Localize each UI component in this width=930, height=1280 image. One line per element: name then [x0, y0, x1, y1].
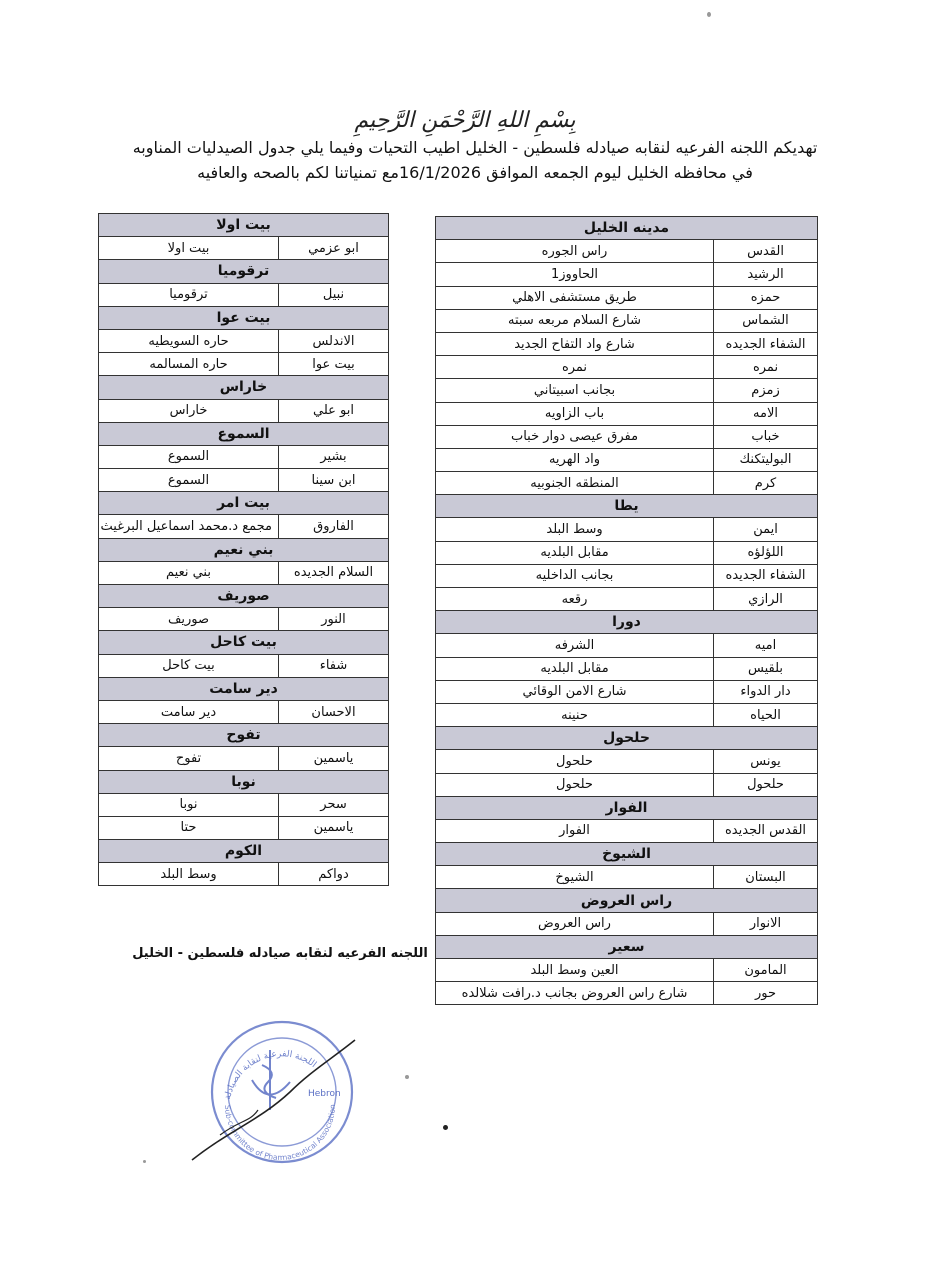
pharmacy-location: حلحول	[436, 750, 714, 773]
area-name: بني نعيم	[99, 538, 389, 561]
pharmacy-location: راس الجوره	[436, 240, 714, 263]
table-row	[436, 240, 818, 263]
pharmacy-location: بجانب الداخليه	[436, 564, 714, 587]
table-row	[99, 283, 389, 306]
area-header-row	[436, 843, 818, 866]
area-header-row	[99, 538, 389, 561]
table-row	[99, 237, 389, 260]
table-row	[436, 564, 818, 587]
pharmacy-location: الشيوخ	[436, 866, 714, 889]
area-name: بيت كاحل	[99, 631, 389, 654]
pharmacy-location: حاره المسالمه	[99, 353, 279, 376]
pharmacy-table-right	[435, 216, 818, 1005]
table-row	[436, 750, 818, 773]
pharmacy-table-left	[98, 213, 389, 886]
table-row	[436, 773, 818, 796]
table-row	[436, 959, 818, 982]
table-row	[99, 654, 389, 677]
pharmacy-name: الرازي	[714, 588, 818, 611]
pharmacy-name: حلحول	[714, 773, 818, 796]
pharmacy-location: نوبا	[99, 793, 279, 816]
area-name: بيت اولا	[99, 214, 389, 237]
area-header-row	[436, 935, 818, 958]
table-row	[436, 356, 818, 379]
scan-speck	[707, 12, 711, 17]
area-header-row	[99, 724, 389, 747]
area-name: سعير	[436, 935, 818, 958]
pharmacy-name: النور	[279, 608, 389, 631]
pharmacy-location: بجانب اسبيتاني	[436, 379, 714, 402]
area-header-row	[436, 611, 818, 634]
area-header-row	[99, 214, 389, 237]
pharmacy-location: رقعه	[436, 588, 714, 611]
pharmacy-name: السلام الجديده	[279, 561, 389, 584]
pharmacy-location: مجمع د.محمد اسماعيل البرغيث	[99, 515, 279, 538]
table-row	[436, 309, 818, 332]
area-header-row	[436, 889, 818, 912]
pharmacy-name: الاحسان	[279, 700, 389, 723]
pharmacy-name: يونس	[714, 750, 818, 773]
pharmacy-location: راس العروض	[436, 912, 714, 935]
pharmacy-location: حاره السويطيه	[99, 329, 279, 352]
pharmacy-location: شارع السلام مربعه سبته	[436, 309, 714, 332]
pharmacy-location: باب الزاويه	[436, 402, 714, 425]
pharmacy-name: الرشيد	[714, 263, 818, 286]
pharmacy-name: بيت عوا	[279, 353, 389, 376]
area-header-row	[99, 770, 389, 793]
pharmacy-name: ياسمين	[279, 747, 389, 770]
table-row	[436, 703, 818, 726]
pharmacy-location: شارع واد التفاح الجديد	[436, 332, 714, 355]
pharmacy-name: القدس	[714, 240, 818, 263]
area-name: صوريف	[99, 585, 389, 608]
pharmacy-location: صوريف	[99, 608, 279, 631]
area-header-row	[99, 840, 389, 863]
pharmacy-location: ترقوميا	[99, 283, 279, 306]
area-name: مدينه الخليل	[436, 217, 818, 240]
pharmacy-location: تفوح	[99, 747, 279, 770]
table-row	[436, 912, 818, 935]
pharmacy-name: اميه	[714, 634, 818, 657]
area-name: خاراس	[99, 376, 389, 399]
pharmacy-name: ابو علي	[279, 399, 389, 422]
pharmacy-location: وسط البلد	[436, 518, 714, 541]
intro-line-2: في محافظه الخليل ليوم الجمعه الموافق 16/1/2026مع تمنياتنا لكم بالصحه والعافيه	[197, 163, 753, 182]
area-header-row	[99, 492, 389, 515]
area-name: يطا	[436, 495, 818, 518]
pharmacy-name: الشماس	[714, 309, 818, 332]
area-name: حلحول	[436, 727, 818, 750]
pharmacy-name: الشفاء الجديده	[714, 564, 818, 587]
pharmacy-name: دار الدواء	[714, 680, 818, 703]
stamp-text-top: اللجنة الفرعية لنقابة الصيادلة	[223, 1049, 318, 1101]
area-name: دورا	[436, 611, 818, 634]
table-row	[436, 402, 818, 425]
area-header-row	[99, 376, 389, 399]
pharmacy-location: واد الهريه	[436, 448, 714, 471]
pharmacy-name: ابو عزمي	[279, 237, 389, 260]
table-row	[99, 469, 389, 492]
pharmacy-name: نمره	[714, 356, 818, 379]
pharmacy-location: شارع الامن الوقائي	[436, 680, 714, 703]
area-header-row	[436, 796, 818, 819]
pharmacy-location: بني نعيم	[99, 561, 279, 584]
pharmacy-name: الانوار	[714, 912, 818, 935]
area-name: بيت عوا	[99, 306, 389, 329]
area-name: نوبا	[99, 770, 389, 793]
stamp-text-bottom: Sub-committee of Pharmaceutical Association	[222, 1104, 338, 1163]
pharmacy-location: دير سامت	[99, 700, 279, 723]
area-header-row	[99, 306, 389, 329]
pharmacy-name: ياسمين	[279, 816, 389, 839]
scan-speck	[443, 1125, 448, 1130]
pharmacy-location: بيت كاحل	[99, 654, 279, 677]
table-row	[99, 747, 389, 770]
table-row	[436, 657, 818, 680]
area-header-row	[436, 727, 818, 750]
area-name: راس العروض	[436, 889, 818, 912]
pharmacy-name: شفاء	[279, 654, 389, 677]
intro-line-1: تهديكم اللجنه الفرعيه لنقابه صيادله فلسطين - الخليل اطيب التحيات وفيما يلي جدول الصيدليات المناوبه	[132, 138, 818, 157]
table-row	[436, 286, 818, 309]
area-name: الفوار	[436, 796, 818, 819]
pharmacy-name: زمزم	[714, 379, 818, 402]
pharmacy-location: شارع راس العروض بجانب د.رافت شلالده	[436, 982, 714, 1005]
pharmacy-location: خاراس	[99, 399, 279, 422]
scan-speck	[143, 1160, 146, 1163]
table-row	[436, 263, 818, 286]
area-header-row	[99, 677, 389, 700]
area-header-row	[436, 217, 818, 240]
pharmacy-name: ابن سينا	[279, 469, 389, 492]
pharmacy-name: سحر	[279, 793, 389, 816]
pharmacy-location: الفوار	[436, 819, 714, 842]
area-name: السموع	[99, 422, 389, 445]
table-row	[436, 541, 818, 564]
pharmacy-location: مفرق عيصى دوار خباب	[436, 425, 714, 448]
area-header-row	[99, 422, 389, 445]
pharmacy-name: ايمن	[714, 518, 818, 541]
pharmacy-location: مقابل البلديه	[436, 541, 714, 564]
area-name: تفوح	[99, 724, 389, 747]
committee-stamp	[190, 1010, 370, 1170]
table-row	[436, 866, 818, 889]
basmala: بِسْمِ اللهِ الرَّحْمَنِ الرَّحِيمِ	[354, 108, 576, 133]
pharmacy-name: البوليتكنك	[714, 448, 818, 471]
pharmacy-name: كرم	[714, 472, 818, 495]
pharmacy-name: خباب	[714, 425, 818, 448]
pharmacy-location: الحاووز1	[436, 263, 714, 286]
pharmacy-location: السموع	[99, 469, 279, 492]
table-row	[99, 816, 389, 839]
table-row	[99, 863, 389, 886]
table-row	[99, 353, 389, 376]
table-row	[99, 561, 389, 584]
pharmacy-name: بشير	[279, 445, 389, 468]
table-row	[436, 634, 818, 657]
area-name: الشيوخ	[436, 843, 818, 866]
area-header-row	[99, 585, 389, 608]
pharmacy-name: البستان	[714, 866, 818, 889]
pharmacy-name: القدس الجديده	[714, 819, 818, 842]
table-row	[99, 329, 389, 352]
area-header-row	[436, 495, 818, 518]
pharmacy-location: بيت اولا	[99, 237, 279, 260]
table-row	[436, 819, 818, 842]
area-name: الكوم	[99, 840, 389, 863]
pharmacy-name: بلقيس	[714, 657, 818, 680]
table-row	[436, 982, 818, 1005]
table-row	[99, 793, 389, 816]
stamp-text-hebron: Hebron	[308, 1089, 341, 1099]
scan-speck	[405, 1075, 409, 1079]
pharmacy-name: دواكم	[279, 863, 389, 886]
pharmacy-location: حتا	[99, 816, 279, 839]
table-row	[436, 518, 818, 541]
pharmacy-location: نمره	[436, 356, 714, 379]
pharmacy-location: حلحول	[436, 773, 714, 796]
table-row	[436, 588, 818, 611]
table-row	[99, 399, 389, 422]
area-name: دير سامت	[99, 677, 389, 700]
pharmacy-name: حمزه	[714, 286, 818, 309]
pharmacy-location: العين وسط البلد	[436, 959, 714, 982]
pharmacy-name: الفاروق	[279, 515, 389, 538]
table-row	[99, 515, 389, 538]
pharmacy-location: وسط البلد	[99, 863, 279, 886]
svg-text:Sub-committee of Pharmaceutica	[223, 1104, 337, 1162]
pharmacy-location: حنينه	[436, 703, 714, 726]
pharmacy-location: مقابل البلديه	[436, 657, 714, 680]
table-row	[436, 448, 818, 471]
pharmacy-location: طريق مستشفى الاهلي	[436, 286, 714, 309]
area-header-row	[99, 631, 389, 654]
committee-signature-line: اللجنه الفرعيه لنقابه صيادله فلسطين - الخليل	[132, 946, 428, 961]
table-row	[436, 680, 818, 703]
pharmacy-name: الحياه	[714, 703, 818, 726]
table-row	[436, 332, 818, 355]
area-name: ترقوميا	[99, 260, 389, 283]
pharmacy-name: حور	[714, 982, 818, 1005]
pharmacy-name: المامون	[714, 959, 818, 982]
pharmacy-name: الاندلس	[279, 329, 389, 352]
table-row	[436, 425, 818, 448]
table-row	[436, 379, 818, 402]
table-row	[99, 608, 389, 631]
area-name: بيت امر	[99, 492, 389, 515]
pharmacy-location: المنطقه الجنوبيه	[436, 472, 714, 495]
table-row	[99, 700, 389, 723]
pharmacy-location: الشرفه	[436, 634, 714, 657]
pharmacy-location: السموع	[99, 445, 279, 468]
table-row	[436, 472, 818, 495]
area-header-row	[99, 260, 389, 283]
pharmacy-name: الامه	[714, 402, 818, 425]
table-row	[99, 445, 389, 468]
pharmacy-name: الشفاء الجديده	[714, 332, 818, 355]
pharmacy-name: نبيل	[279, 283, 389, 306]
pharmacy-name: اللؤلؤه	[714, 541, 818, 564]
